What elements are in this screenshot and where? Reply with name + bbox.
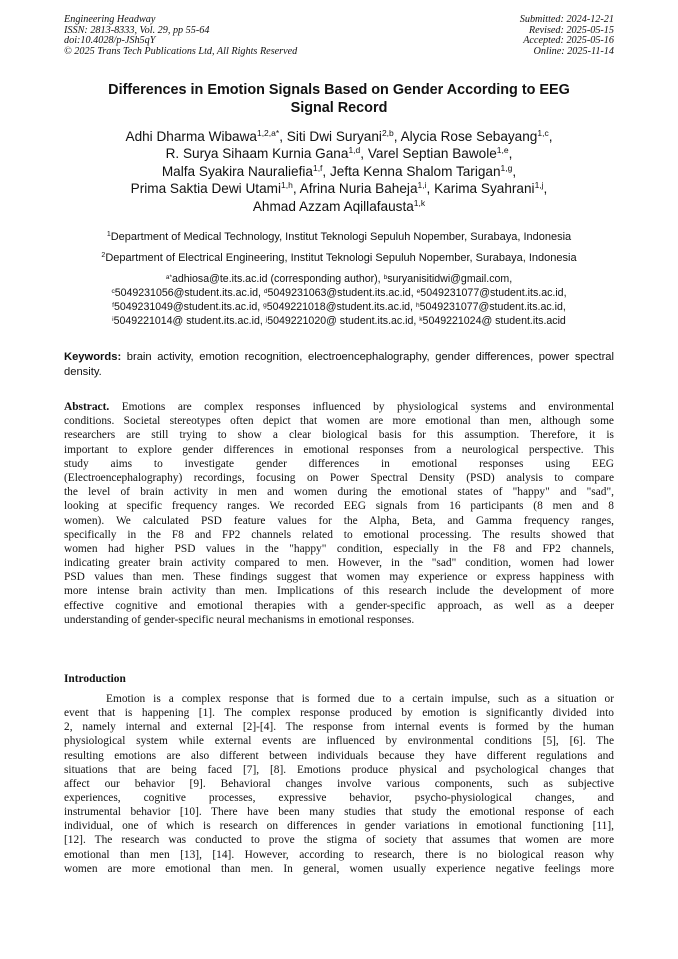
abstract-section [64,400,614,627]
author-name: Jefta Kenna Shalom Tarigan [329,163,501,179]
title-line-2: Signal Record [290,100,388,116]
author-affil-mark: 1,f [312,162,323,173]
email-mark: g [263,302,267,309]
author-separator: , [393,129,401,144]
journal-issn: ISSN: 2813-8333, Vol. 29, pp 55-64 [64,24,210,36]
date-online: Online: 2025-11-14 [533,45,614,57]
email-mark: a* [165,274,172,281]
journal-doi[interactable]: doi:10.4028/p-JSh5qY [64,35,156,47]
abstract-line: understanding of gender-specific neural mechanisms in emotional responses. [64,613,415,626]
introduction-body [64,692,614,876]
keywords-label: Keywords: [64,351,122,363]
abstract-label: Abstract. [64,401,110,413]
email-address[interactable]: 5049221020@ student.its.ac.id, [267,315,420,327]
email-address[interactable]: 5049221014@ student.its.ac.id, [113,315,266,327]
author-affil-mark: 1,d [348,145,361,156]
abstract-line: women). We calculated PSD feature values for the Alpha, Beta, and Gamma frequency ranges, [64,514,614,527]
abstract-line: specifically in the F8 and FP2 channels related to emotional processing. The results showed that [64,528,614,541]
paper-title [80,81,598,117]
author-name: Afrina Nuria Baheja [299,181,418,197]
author-separator: , [322,163,330,179]
affiliation-number: 1 [106,231,111,238]
abstract-line: women had higher PSD values in the "happy" condition, especially in the F8 and FP2 channels, [64,542,614,555]
intro-line: resulting emotions are also different between individuals because they have different regulations and [64,749,614,762]
affiliation-number: 2 [101,252,106,259]
author-separator: , [548,129,553,144]
abstract-line: indicating greater brain activity compared to men. However, in the "sad" condition, women had lower [64,557,614,570]
affiliation-1 [64,231,614,244]
email-line [64,314,614,328]
author-separator: , [543,181,548,197]
email-address[interactable]: 5049221018@student.its.ac.id, [266,301,416,313]
abstract-line: conditions. Societal stereotypes often depict that women are more emotional than men, although some [64,415,614,428]
keywords-section [64,350,614,379]
abstract-line: researchers are still trying to show a clear biological basis for this assumption. Therefore, it is [64,429,614,442]
date-accepted: Accepted: 2025-05-16 [523,35,614,47]
author-name: Siti Dwi Suryani [286,129,382,144]
email-line [64,300,614,314]
author-name: Prima Saktia Dewi Utami [130,181,281,197]
author-line [64,145,614,162]
author-name: Alycia Rose Sebayang [400,129,538,144]
email-address[interactable]: 5049231077@student.its.ac.id, [419,301,566,313]
title-line-1: Differences in Emotion Signals Based on Gender According to EEG [108,82,570,98]
abstract-line: more intense brain activity than men. Implications of this research include the development of more [64,585,614,598]
abstract-line [64,400,614,414]
author-separator: , [279,129,287,144]
intro-line: situations that are being faced [7], [8]. Emotions produce physical and psychological changes that [64,763,614,776]
date-submitted: Submitted: 2024-12-21 [519,14,614,25]
intro-line: [12]. The research was conducted to prove the stigma of society that assumes that women are more [64,834,614,847]
date-revised: Revised: 2025-05-15 [528,24,614,36]
email-mark: b [383,274,388,281]
email-line [64,286,614,300]
journal-name: Engineering Headway [64,14,156,25]
intro-line: individual, one of which is research on differences in gender variations in emotional functioning [11], [64,820,614,833]
author-list [64,128,614,215]
email-mark: c [111,288,115,295]
abstract-line: PSD values than men. These findings suggest that women may experience or express happiness with [64,571,614,584]
author-line [64,163,614,180]
abstract-line: (Electroencephalography) recordings, focusing on Power Spectral Density (PSD) analysis to compare [64,471,614,484]
email-address[interactable]: 5049231077@student.its.ac.id, [420,287,567,299]
affiliation-text: Department of Medical Technology, Institut Teknologi Sepuluh Nopember, Surabaya, Indonesia [110,231,572,243]
author-affil-mark: 1,g [500,162,513,173]
journal-header-right [520,15,614,57]
intro-line: experiences, cognitive processes, expressive behavior, psycho-physiological changes, and [64,791,614,804]
email-mark: f [112,302,114,309]
abstract-text: Emotions are complex responses influenced by physiological systems and environmental [109,401,614,413]
author-name: Karima Syahrani [434,181,535,197]
affiliation-2 [64,252,614,265]
author-affil-mark: 1,j [534,180,544,191]
introduction-heading: Introduction [64,673,126,685]
author-name: R. Surya Sihaam Kurnia Gana [165,146,349,162]
keywords-text: brain activity, emotion recognition, electroencephalography, gender differences, power spectral density. [64,351,614,378]
email-line [64,272,614,286]
email-mark: h [415,302,420,309]
intro-line: physiological system while external events are influenced by environmental conditions [5], [6]. The [64,735,614,748]
intro-line: event that is happening [1]. The complex response produced by emotion is significantly divided into [64,707,614,720]
email-mark: k [419,316,423,323]
email-mark: j [265,316,268,323]
journal-header-left [64,15,297,57]
abstract-line: the level of brain activity in men and women during the emotional states of "happy" and "sad", [64,486,614,499]
intro-line: women are more emotional than men. In general, women usually experience negative feelings more [64,862,614,875]
email-address[interactable]: 5049221024@ student.its.acid [422,315,566,327]
intro-line: 2, namely internal and external [2]-[4]. The response from internal events is formed by the human [64,721,614,734]
email-mark: d [263,288,268,295]
author-separator: , [512,163,517,179]
author-affil-mark: 1,2,a* [256,128,280,138]
author-separator: , [292,181,300,197]
author-affil-mark: 1,i [417,180,427,191]
author-affil-mark: 1,k [413,197,426,208]
author-affil-mark: 1,e [496,145,509,156]
author-name: Malfa Syakira Nauraliefia [161,163,313,179]
intro-line: instrumental behavior [10]. There have been many studies that study the emotional response of each [64,806,614,819]
author-affil-mark: 1,c [537,128,549,138]
intro-line: affect our behavior [9]. Behavioral changes involve various components, such as subjective [64,777,614,790]
author-name: Adhi Dharma Wibawa [125,129,257,144]
author-affil-mark: 1,h [280,180,293,191]
email-address[interactable]: adhiosa@te.its.ac.id (corresponding author), [172,273,384,285]
email-address[interactable]: 5049231049@student.its.ac.id, [113,301,264,313]
author-affil-mark: 2,b [381,128,394,138]
author-separator: , [360,146,368,162]
abstract-line: study aims to investigate gender differences in emotional responses using EEG [64,457,614,470]
journal-copyright: © 2025 Trans Tech Publications Ltd, All Rights Reserved [64,45,298,57]
email-mark: e [416,288,421,295]
author-name: Varel Septian Bawole [367,146,497,162]
email-address[interactable]: suryanisitidwi@gmail.com, [387,273,513,285]
email-address[interactable]: 5049231056@student.its.ac.id, [114,287,264,299]
intro-line: Emotion is a complex response that is formed due to a certain impulse, such as a situation or [106,693,614,705]
abstract-line: looking at specific frequency ranges. We recorded EEG signals from 16 participants (8 men and 8 [64,500,614,513]
abstract-line: effective cognitive and emotional therapies with a gender-specific approach, as well as a deeper [64,599,614,612]
author-separator: , [426,181,435,197]
author-line [64,180,614,197]
author-name: Ahmad Azzam Aqillafausta [252,198,414,214]
author-line [64,198,614,215]
intro-line: emotional than men [13], [14]. However, according to research, there is no biological reason why [64,848,614,861]
author-separator: , [508,146,513,162]
abstract-line: important to explore gender differences in emotional responses from a neurological perspective. This [64,443,614,456]
email-list [64,272,614,328]
affiliation-text: Department of Electrical Engineering, Institut Teknologi Sepuluh Nopember, Surabaya, Indonesia [105,252,577,264]
author-line [64,128,614,145]
email-mark: i [112,316,114,323]
email-address[interactable]: 5049231063@student.its.ac.id, [267,287,417,299]
